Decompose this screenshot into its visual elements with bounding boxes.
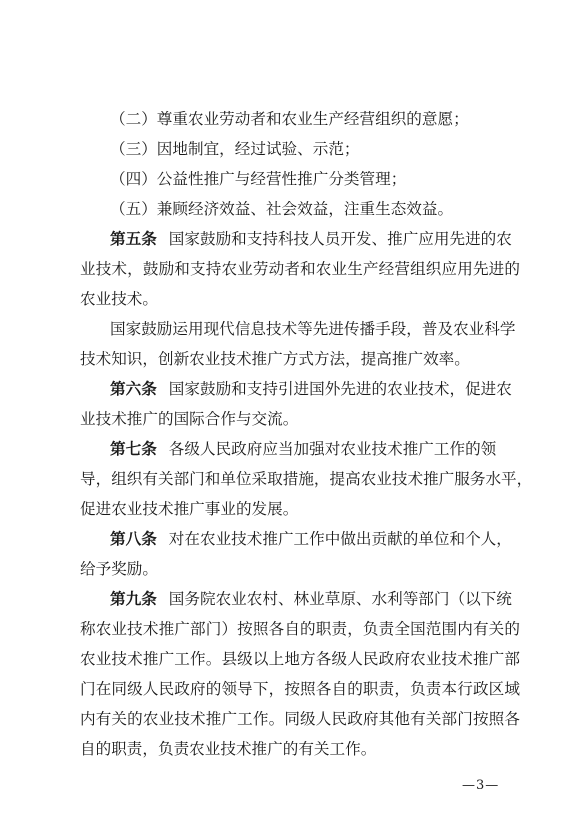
paragraph-line: 国家鼓励运用现代信息技术等先进传播手段，普及农业科学 [110, 320, 516, 338]
article-text: 国务院农业农村、林业草原、水利等部门（以下统 [168, 590, 512, 608]
article-label: 第九条 [110, 589, 157, 608]
article-7-line: 促进农业技术推广事业的发展。 [80, 500, 299, 518]
article-7-line: 导，组织有关部门和单位采取措施，提高农业技术推广服务水平， [80, 470, 533, 488]
article-6-first-line [110, 378, 550, 400]
list-item: （五）兼顾经济效益、社会效益，注重生态效益。 [110, 200, 454, 218]
page-number: —3— [462, 778, 500, 793]
article-6-line: 业技术推广的国际合作与交流。 [80, 410, 299, 428]
paragraph-line: 技术知识，创新农业技术推广方式方法，提高推广效率。 [80, 350, 470, 368]
article-9-line: 自的职责，负责农业技术推广的有关工作。 [80, 740, 377, 758]
article-8-first-line [110, 528, 550, 550]
article-9-line: 称农业技术推广部门）按照各自的职责，负责全国范围内有关的 [80, 620, 520, 638]
article-label: 第八条 [110, 529, 157, 548]
article-9-line: 门在同级人民政府的领导下，按照各自的职责，负责本行政区域 [80, 680, 520, 698]
article-7-first-line [110, 438, 550, 460]
list-item: （三）因地制宜，经过试验、示范； [110, 140, 360, 158]
article-9-line: 内有关的农业技术推广工作。同级人民政府其他有关部门按照各 [80, 710, 520, 728]
article-5-first-line [110, 228, 550, 250]
list-item: （二）尊重农业劳动者和农业生产经营组织的意愿； [110, 110, 469, 128]
article-5-line: 业技术，鼓励和支持农业劳动者和农业生产经营组织应用先进的 [80, 260, 520, 278]
article-9-line: 农业技术推广工作。县级以上地方各级人民政府农业技术推广部 [80, 650, 520, 668]
article-text: 国家鼓励和支持科技人员开发、推广应用先进的农 [168, 230, 512, 248]
article-label: 第五条 [110, 229, 157, 248]
article-label: 第六条 [110, 379, 157, 398]
article-text: 对在农业技术推广工作中做出贡献的单位和个人， [168, 530, 512, 548]
article-label: 第七条 [110, 439, 157, 458]
article-8-line: 给予奖励。 [80, 560, 158, 578]
article-text: 各级人民政府应当加强对农业技术推广工作的领 [168, 440, 497, 458]
list-item: （四）公益性推广与经营性推广分类管理； [110, 170, 407, 188]
article-text: 国家鼓励和支持引进国外先进的农业技术，促进农 [168, 380, 512, 398]
article-9-first-line [110, 588, 550, 610]
article-5-line: 农业技术。 [80, 290, 158, 308]
